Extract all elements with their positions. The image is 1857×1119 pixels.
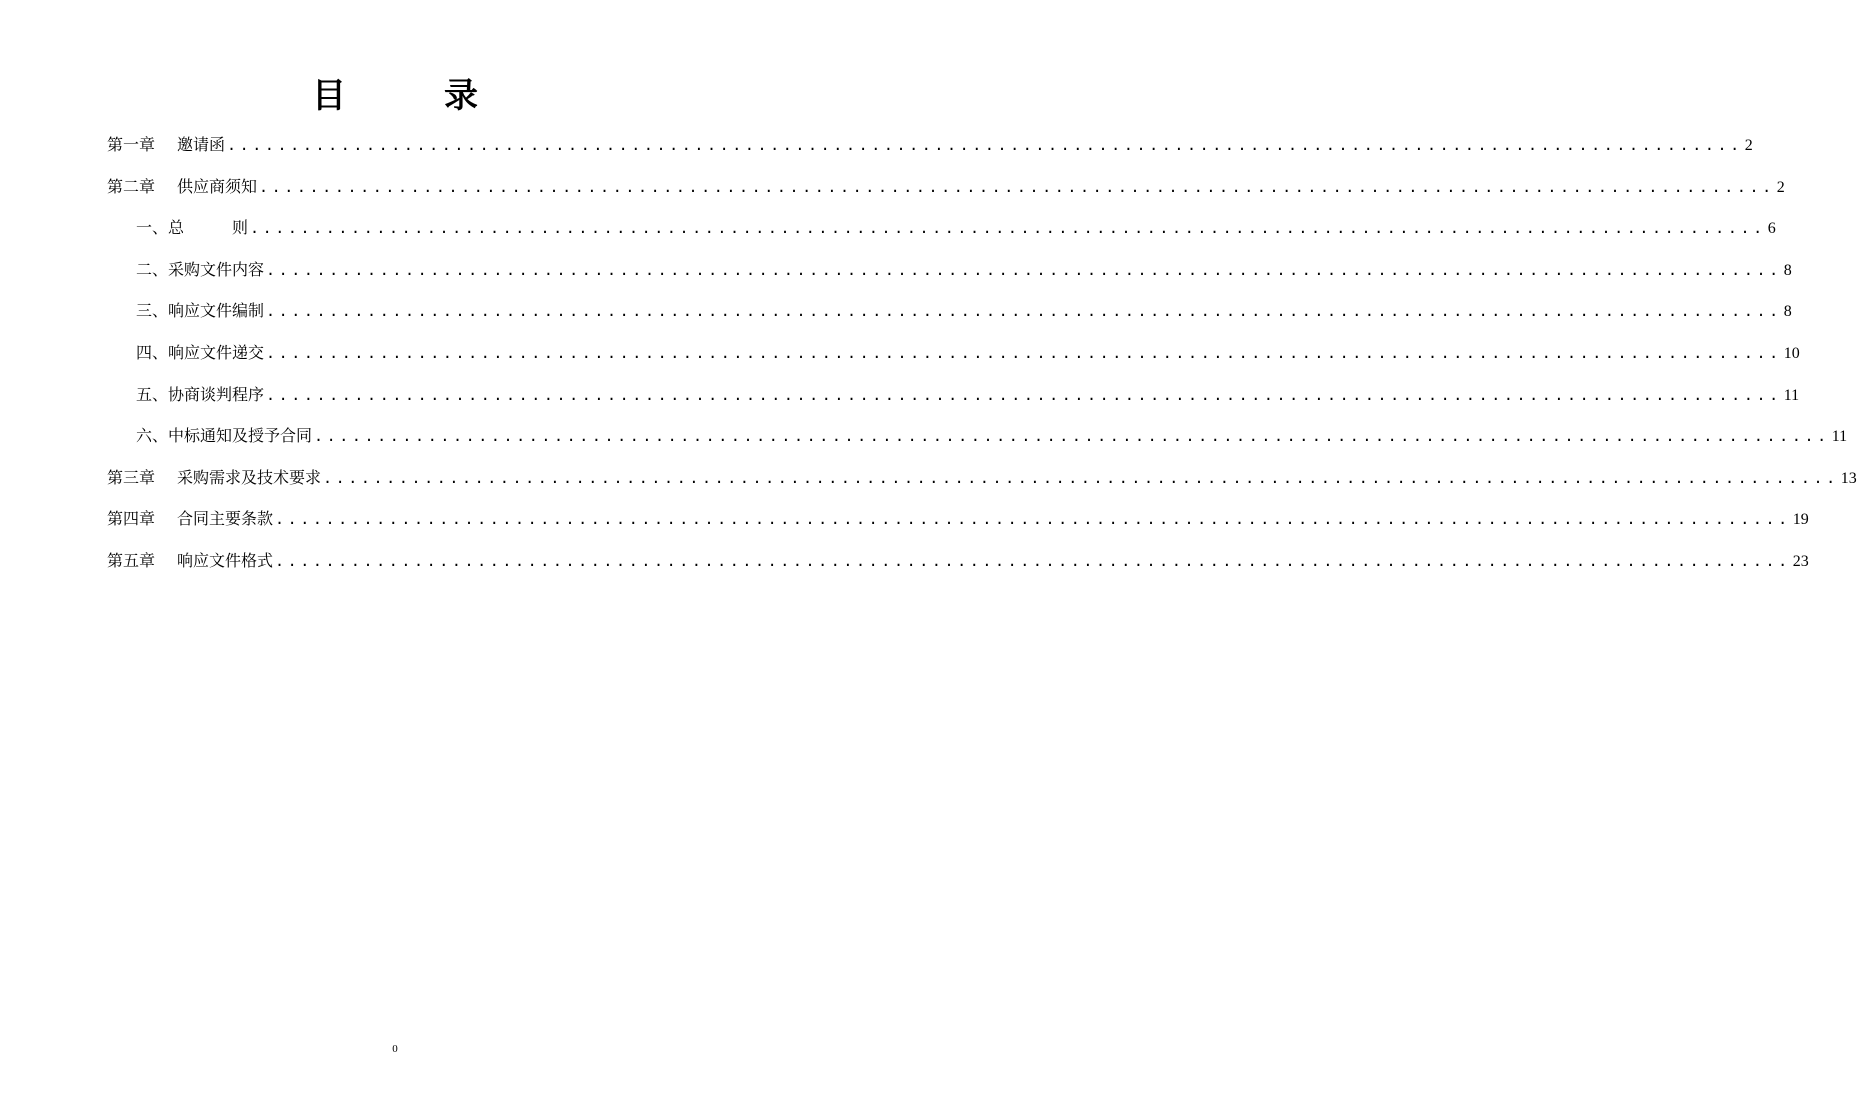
toc-chapter-number: 第二章 — [107, 176, 156, 196]
toc-entry-label — [136, 374, 264, 416]
toc-page-number: 10 — [1783, 344, 1800, 362]
toc-entry-text: 二、采购文件内容 — [136, 259, 265, 279]
toc-entry-label — [107, 124, 225, 166]
table-of-contents — [107, 124, 1857, 582]
toc-chapter-number: 第四章 — [107, 509, 156, 529]
toc-entry-text: 四、响应文件递交 — [136, 342, 265, 362]
toc-dot-leader: ........................................................................................................................ — [266, 260, 1782, 279]
toc-chapter-number: 第一章 — [107, 135, 156, 154]
toc-entry[interactable] — [107, 540, 1809, 582]
toc-entry-text: 邀请函 — [177, 135, 226, 154]
toc-entry-label — [107, 498, 273, 540]
toc-entry-text: 六、中标通知及授予合同 — [136, 426, 313, 446]
toc-entry-label — [136, 415, 312, 457]
toc-entry[interactable] — [107, 498, 1809, 540]
toc-chapter-number: 第三章 — [107, 467, 156, 487]
toc-entry-label — [107, 166, 257, 208]
toc-dot-leader: ........................................................................................................................ — [323, 468, 1839, 487]
toc-entry-text: 一、总 则 — [136, 218, 249, 238]
toc-entry-label — [136, 290, 264, 332]
toc-entry-label — [107, 457, 321, 499]
toc-chapter-number: 第五章 — [107, 550, 156, 570]
toc-dot-leader: ........................................................................................................................ — [275, 551, 1791, 570]
toc-entry-label — [136, 249, 264, 291]
toc-page-number: 8 — [1783, 261, 1792, 279]
toc-entry-label — [136, 332, 264, 374]
toc-page-number: 19 — [1792, 511, 1809, 529]
toc-page-number: 6 — [1767, 220, 1776, 238]
toc-entry-text: 响应文件格式 — [177, 550, 274, 570]
toc-entry[interactable] — [107, 124, 1753, 166]
toc-page-number: 2 — [1776, 178, 1785, 196]
toc-dot-leader: ........................................................................................................................ — [259, 177, 1775, 196]
toc-entry-label — [136, 207, 248, 249]
toc-dot-leader: ........................................................................................................................ — [314, 427, 1830, 446]
toc-dot-leader: ........................................................................................................................ — [275, 510, 1791, 529]
toc-dot-leader: ........................................................................................................................ — [266, 385, 1782, 404]
toc-entry-text: 采购需求及技术要求 — [177, 467, 322, 487]
toc-page-number: 23 — [1792, 552, 1809, 570]
toc-page-number: 13 — [1840, 469, 1857, 487]
toc-page-number: 11 — [1783, 386, 1800, 404]
toc-page-number: 2 — [1744, 137, 1753, 154]
toc-dot-leader: ........................................................................................................................ — [266, 343, 1782, 362]
toc-dot-leader: ........................................................................................................................ — [227, 136, 1743, 154]
toc-entry[interactable] — [107, 166, 1785, 208]
toc-entry-label — [107, 540, 273, 582]
toc-page-number: 8 — [1783, 303, 1792, 321]
toc-entry[interactable] — [107, 374, 1800, 416]
toc-dot-leader: ........................................................................................................................ — [266, 302, 1782, 321]
page-number: 0 — [392, 1043, 398, 1055]
page-title: 目 录 — [312, 76, 510, 116]
toc-entry[interactable] — [107, 415, 1848, 457]
toc-entry-text: 五、协商谈判程序 — [136, 384, 265, 404]
toc-entry[interactable] — [107, 332, 1800, 374]
toc-entry[interactable] — [107, 457, 1857, 499]
toc-entry[interactable] — [107, 207, 1776, 249]
toc-entry-text: 合同主要条款 — [177, 509, 274, 529]
toc-entry[interactable] — [107, 249, 1792, 291]
toc-entry-text: 供应商须知 — [177, 176, 258, 196]
toc-entry[interactable] — [107, 290, 1792, 332]
toc-entry-text: 三、响应文件编制 — [136, 301, 265, 321]
toc-dot-leader: ........................................................................................................................ — [250, 219, 1766, 238]
toc-page-number: 11 — [1831, 428, 1848, 446]
